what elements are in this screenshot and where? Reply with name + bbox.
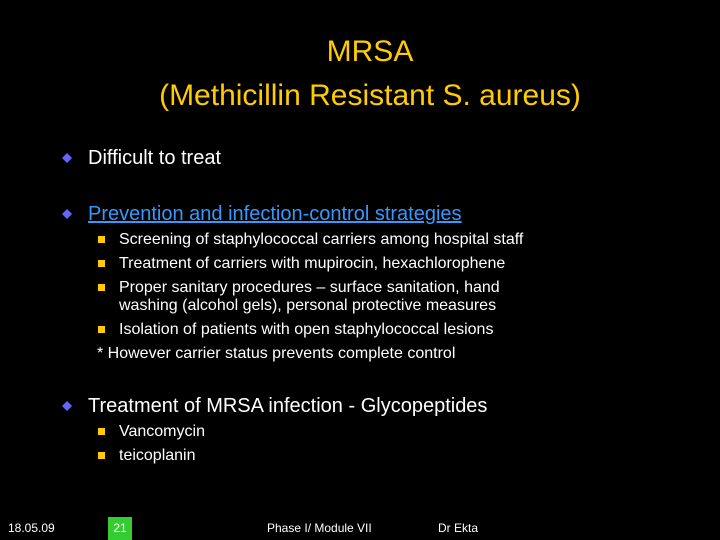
diamond-bullet-icon — [62, 209, 72, 219]
square-bullet-icon — [98, 236, 105, 243]
sub-bullet-screening: Screening of staphylococcal carriers among hospital staff — [119, 231, 524, 248]
sub-bullet-treatment-carriers: Treatment of carriers with mupirocin, hexachlorophene — [119, 255, 506, 272]
sub-bullet-vancomycin: Vancomycin — [119, 423, 205, 440]
prevention-strategies-link[interactable]: Prevention and infection-control strategies — [88, 203, 462, 225]
sub-bullet-isolation: Isolation of patients with open staphylococcal lesions — [119, 321, 494, 338]
diamond-bullet-icon — [62, 401, 72, 411]
footer-module: Phase I/ Module VII — [267, 521, 372, 535]
diamond-bullet-icon — [62, 153, 72, 163]
sub-bullet-sanitary-procedures: Proper sanitary procedures – surface sanitation, hand — [119, 279, 500, 296]
bullet-difficult-to-treat: Difficult to treat — [88, 147, 222, 169]
page-number: 21 — [108, 517, 132, 540]
carrier-status-note: * However carrier status prevents complete control — [97, 345, 456, 362]
square-bullet-icon — [98, 284, 105, 291]
sub-bullet-sanitary-procedures-cont: washing (alcohol gels), personal protective measures — [119, 297, 497, 314]
footer-date: 18.05.09 — [8, 521, 55, 535]
square-bullet-icon — [98, 428, 105, 435]
slide-title-line1: MRSA — [326, 35, 414, 68]
bullet-treatment-mrsa: Treatment of MRSA infection - Glycopeptides — [88, 395, 488, 417]
footer-author: Dr Ekta — [438, 521, 479, 535]
square-bullet-icon — [98, 452, 105, 459]
sub-bullet-teicoplanin: teicoplanin — [119, 447, 196, 464]
square-bullet-icon — [98, 260, 105, 267]
square-bullet-icon — [98, 326, 105, 333]
slide-title-line2: (Methicillin Resistant S. aureus) — [159, 79, 581, 112]
